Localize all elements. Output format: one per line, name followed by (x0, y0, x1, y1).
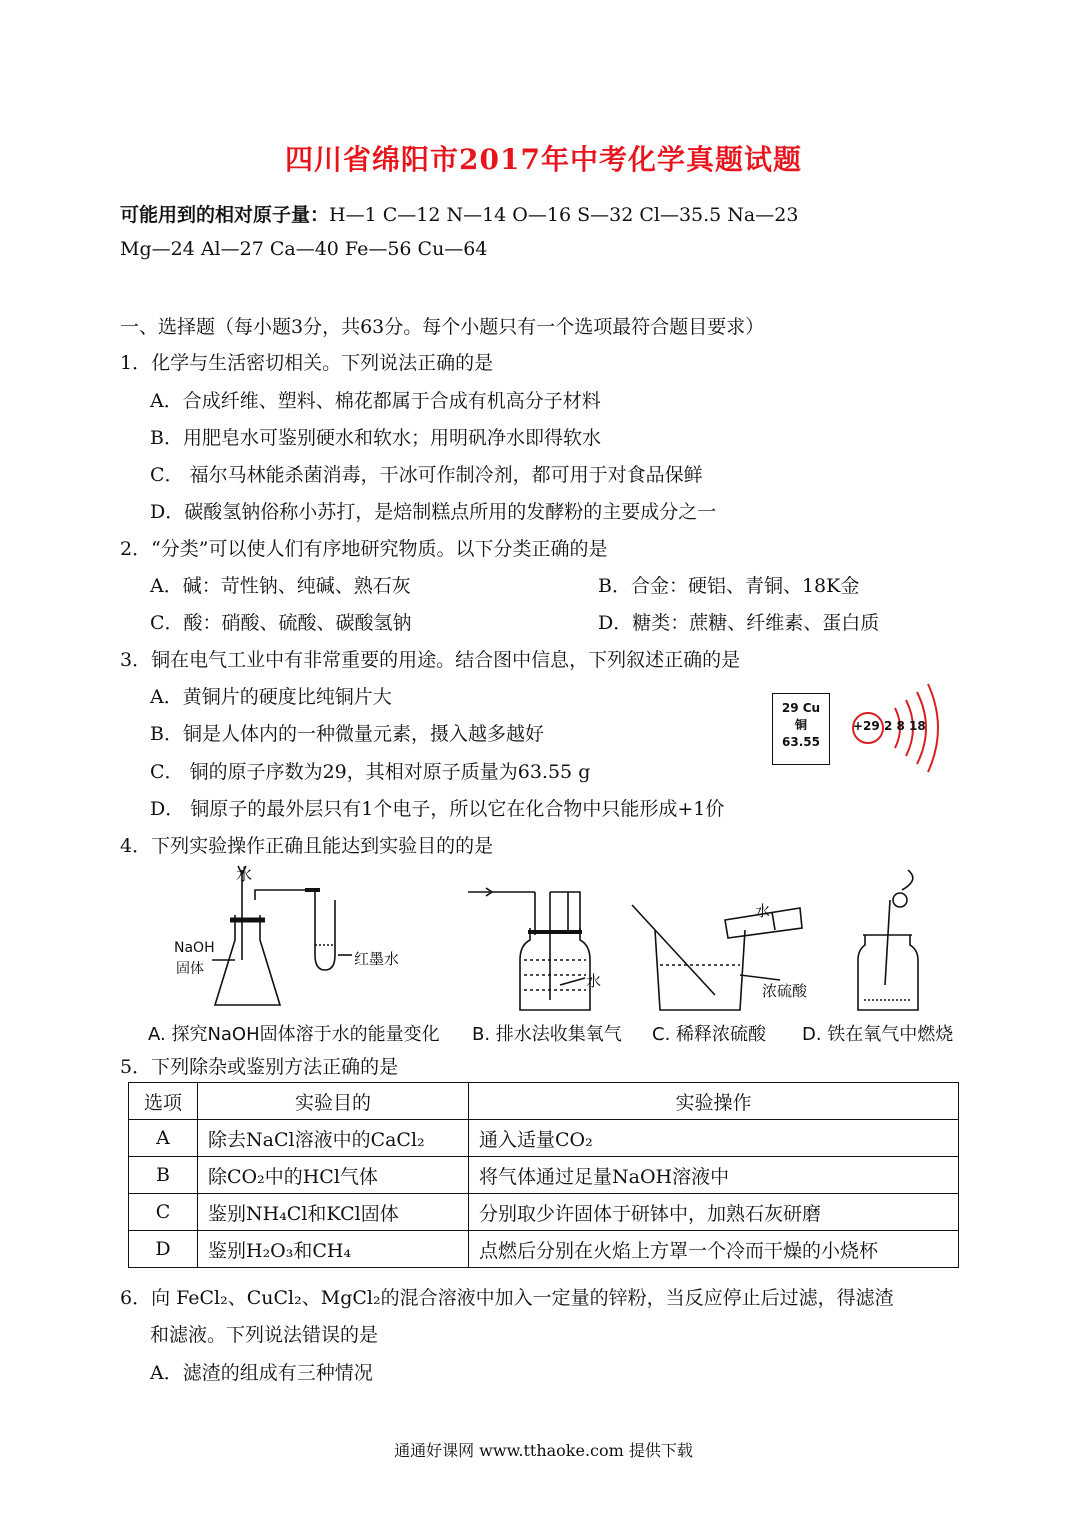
q6-stem-line1: 6．向 FeCl₂、CuCl₂、MgCl₂的混合溶液中加入一定量的锌粉，当反应停止后过滤，得滤渣 (120, 1287, 894, 1309)
q1-option-a: A．合成纤维、塑料、棉花都属于合成有机高分子材料 (150, 390, 601, 412)
apparatus-a (212, 866, 352, 1005)
apparatus-b (468, 888, 590, 1010)
table-header-row (129, 1083, 959, 1120)
nucleus-charge: +29 (853, 719, 880, 733)
caption-a: A. 探究NaOH固体溶于水的能量变化 (148, 1024, 440, 1045)
caption-c: C. 稀释浓硫酸 (652, 1024, 767, 1045)
atomic-mass-line1 (120, 200, 798, 227)
q3-option-d: D． 铜原子的最外层只有1个电子，所以它在化合物中只能形成+1价 (150, 798, 725, 820)
element-number-symbol: 29 Cu (781, 701, 821, 715)
header-option: 选项 (129, 1083, 198, 1120)
header-purpose: 实验目的 (198, 1083, 469, 1120)
element-name: 铜 (794, 718, 807, 732)
label-water-b: 水 (586, 972, 602, 990)
cell-purpose: 除CO₂中的HCl气体 (198, 1157, 469, 1194)
q5-table (128, 1082, 959, 1268)
q1-option-c: C． 福尔马林能杀菌消毒，干冰可作制冷剂，都可用于对食品保鲜 (150, 464, 703, 486)
q4-apparatus-figure (160, 860, 990, 1020)
label-naoh: NaOH (174, 940, 215, 956)
cell-option: C (129, 1194, 198, 1231)
cell-option: D (129, 1231, 198, 1268)
section-heading: 一、选择题（每小题3分，共63分。每个小题只有一个选项最符合题目要求） (120, 316, 765, 338)
cell-operation: 通入适量CO₂ (469, 1120, 959, 1157)
atomic-mass-values1: H—1 C—12 N—14 O—16 S—32 Cl—35.5 Na—23 (329, 204, 799, 226)
q3-option-b: B．铜是人体内的一种微量元素，摄入越多越好 (150, 723, 544, 745)
cell-purpose: 鉴别H₂O₃和CH₄ (198, 1231, 469, 1268)
q1-option-d: D．碳酸氢钠俗称小苏打，是焙制糕点所用的发酵粉的主要成分之一 (150, 501, 717, 523)
header-operation: 实验操作 (469, 1083, 959, 1120)
label-solid: 固体 (176, 961, 204, 977)
q1-stem: 1．化学与生活密切相关。下列说法正确的是 (120, 352, 494, 374)
q6-option-a: A．滤渣的组成有三种情况 (150, 1362, 373, 1384)
table-row (129, 1157, 959, 1194)
q3-option-a: A．黄铜片的硬度比纯铜片大 (150, 686, 392, 708)
q2-option-c: C．酸：硝酸、硫酸、碳酸氢钠 (150, 612, 412, 634)
page-footer: 通通好课网 www.tthaoke.com 提供下载 (394, 1441, 693, 1460)
shell-arc-4 (928, 684, 938, 772)
q3-stem: 3．铜在电气工业中有非常重要的用途。结合图中信息，下列叙述正确的是 (120, 649, 741, 671)
atomic-mass-line2: Mg—24 Al—27 Ca—40 Fe—56 Cu—64 (120, 238, 488, 260)
label-water-a: 水 (236, 865, 253, 884)
cell-purpose: 除去NaCl溶液中的CaCl₂ (198, 1120, 469, 1157)
q2-option-d: D．糖类：蔗糖、纤维素、蛋白质 (598, 612, 880, 634)
q1-option-b: B．用肥皂水可鉴别硬水和软水；用明矾净水即得软水 (150, 427, 601, 449)
table-row (129, 1231, 959, 1268)
electron-shells: 2 8 18 (884, 719, 926, 733)
q5-stem: 5．下列除杂或鉴别方法正确的是 (120, 1056, 399, 1078)
apparatus-d (858, 870, 918, 1010)
q6-stem-line2: 和滤液。下列说法错误的是 (150, 1324, 379, 1346)
copper-element-box (772, 693, 830, 765)
cell-option: A (129, 1120, 198, 1157)
q4-stem: 4．下列实验操作正确且能达到实验目的的是 (120, 835, 494, 857)
q2-option-a: A．碱：苛性钠、纯碱、熟石灰 (150, 575, 411, 597)
caption-b: B. 排水法收集氧气 (472, 1024, 622, 1045)
q3-option-c: C． 铜的原子序数为29，其相对原子质量为63.55 g (150, 761, 591, 783)
page-title: 四川省绵阳市2017年中考化学真题试题 (285, 143, 802, 176)
cell-purpose: 鉴别NH₄Cl和KCl固体 (198, 1194, 469, 1231)
cell-operation: 将气体通过足量NaOH溶液中 (469, 1157, 959, 1194)
cell-operation: 分别取少许固体于研钵中，加熟石灰研磨 (469, 1194, 959, 1231)
q2-option-b: B．合金：硬铝、青铜、18K金 (598, 575, 860, 597)
table-row (129, 1120, 959, 1157)
label-conc-acid: 浓硫酸 (762, 982, 808, 1000)
label-water-c: 水 (755, 902, 771, 920)
caption-d: D. 铁在氧气中燃烧 (802, 1024, 954, 1045)
cell-operation: 点燃后分别在火焰上方罩一个冷而干燥的小烧杯 (469, 1231, 959, 1268)
label-red-ink: 红墨水 (354, 950, 400, 968)
q2-stem: 2．“分类”可以使人们有序地研究物质。以下分类正确的是 (120, 538, 608, 560)
atomic-mass-label: 可能用到的相对原子量： (120, 204, 330, 226)
element-mass: 63.55 (782, 735, 820, 749)
cell-option: B (129, 1157, 198, 1194)
table-row (129, 1194, 959, 1231)
